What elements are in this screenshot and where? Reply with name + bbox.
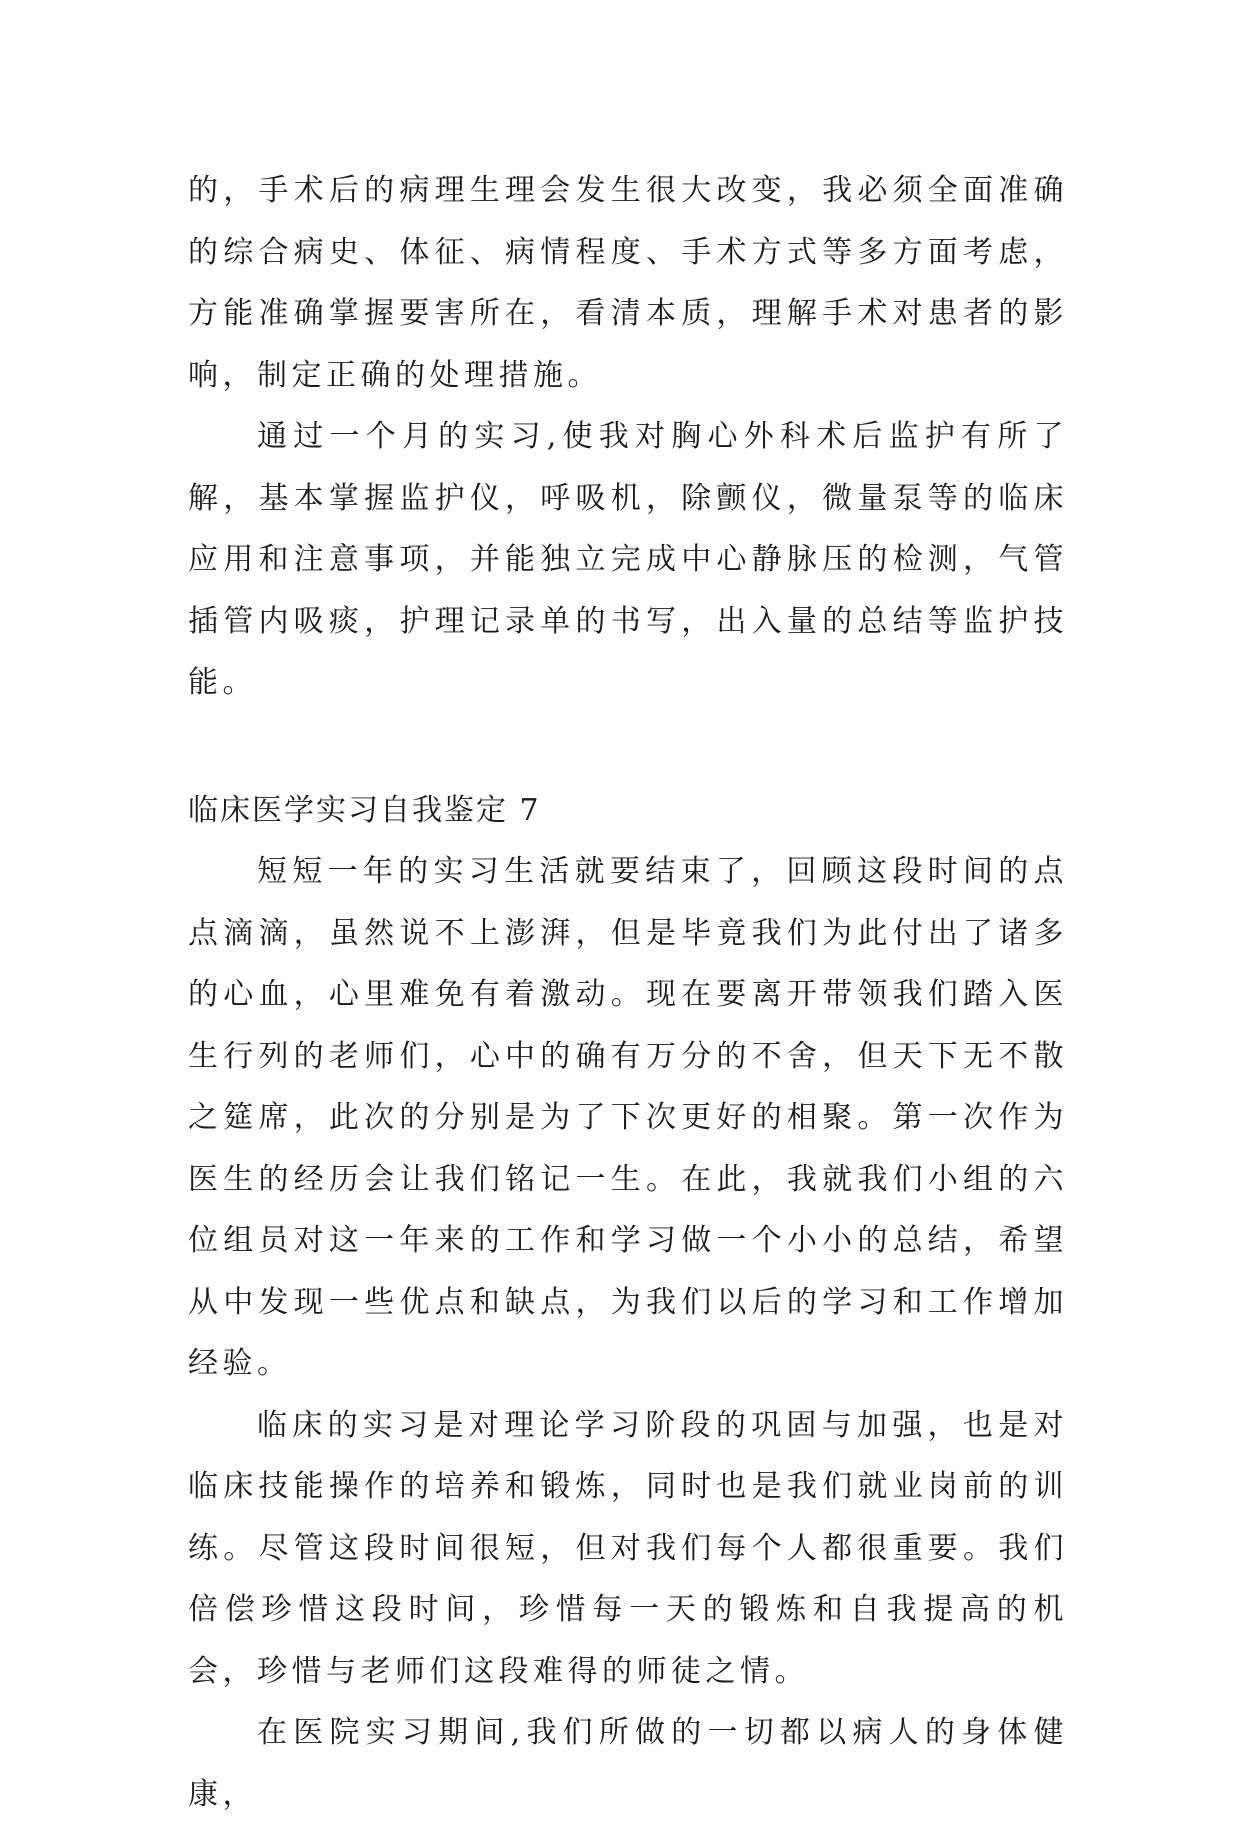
section-heading: 临床医学实习自我鉴定 7: [188, 792, 541, 828]
paragraph-internship-summary: 通过一个月的实习,使我对胸心外科术后监护有所了解，基本掌握监护仪，呼吸机，除颤仪，微量泵等的临床应用和注意事项，并能独立完成中心静脉压的检测，气管插管内吸痰，护理记录单的书写，出入量的总结等监护技能。: [188, 419, 1068, 700]
paragraph-continuation: 的，手术后的病理生理会发生很大改变，我必须全面准确的综合病史、体征、病情程度、手术方式等多方面考虑，方能准确掌握要害所在，看清本质，理解手术对患者的影响，制定正确的处理措施。: [188, 173, 1068, 393]
paragraph-intro: 短短一年的实习生活就要结束了，回顾这段时间的点点滴滴，虽然说不上澎湃，但是毕竟我们为此付出了诸多的心血，心里难免有着激动。现在要离开带领我们踏入医生行列的老师们，心中的确有万分的不舍，但天下无不散之筵席，此次的分别是为了下次更好的相聚。第一次作为医生的经历会让我们铭记一生。在此，我就我们小组的六位组员对这一年来的工作和学习做一个小小的总结，希望从中发现一些优点和缺点，为我们以后的学习和工作增加经验。: [188, 854, 1068, 1381]
paragraph-clinical-practice: 临床的实习是对理论学习阶段的巩固与加强，也是对临床技能操作的培养和锻炼，同时也是我们就业岗前的训练。尽管这段时间很短，但对我们每个人都很重要。我们倍偿珍惜这段时间，珍惜每一天的锻炼和自我提高的机会，珍惜与老师们这段难得的师徒之情。: [188, 1407, 1068, 1689]
document-body: [188, 160, 1068, 1825]
paragraph-hospital-period: 在医院实习期间,我们所做的一切都以病人的身体健康，: [188, 1715, 1068, 1812]
